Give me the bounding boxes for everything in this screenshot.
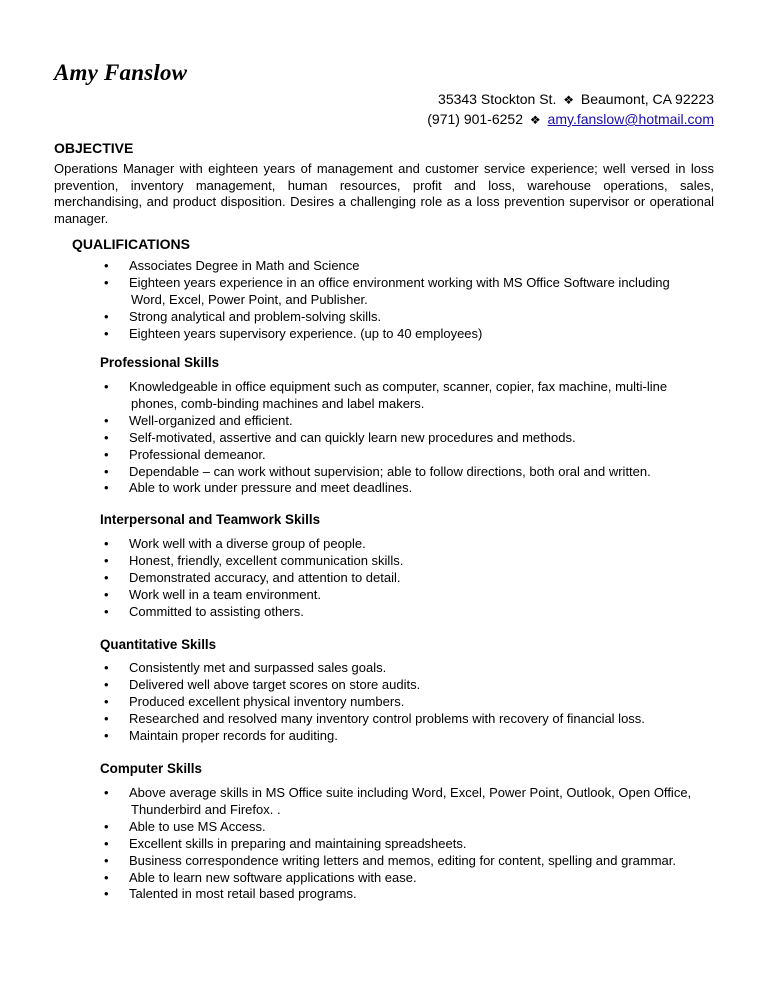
qualifications-heading: QUALIFICATIONS: [72, 236, 190, 252]
phone-email-line: [427, 110, 714, 130]
list-item: [100, 870, 720, 887]
list-item: [100, 413, 720, 430]
diamond-separator-icon: ❖: [529, 113, 541, 127]
list-item: [100, 258, 720, 275]
list-item-text: Able to learn new software applications with ease.: [129, 869, 417, 885]
list-item-text: Researched and resolved many inventory control problems with recovery of financial loss.: [129, 710, 645, 726]
list-item-text: Produced excellent physical inventory numbers.: [129, 693, 405, 709]
phone-number: (971) 901-6252: [427, 111, 523, 127]
bullet-icon: •: [104, 785, 109, 800]
list-item: [100, 836, 720, 853]
list-item: [100, 570, 720, 587]
bullet-icon: •: [104, 480, 109, 496]
list-item-text: Excellent skills in preparing and maintaining spreadsheets.: [129, 835, 467, 851]
list-item: [100, 536, 720, 553]
list-item: [100, 660, 720, 677]
bullet-icon: •: [104, 852, 109, 868]
list-item: [100, 819, 720, 836]
list-item: [100, 379, 720, 413]
bullet-icon: •: [104, 710, 109, 726]
bullet-icon: •: [104, 379, 109, 394]
bullet-icon: •: [104, 569, 109, 585]
list-item-text: Knowledgeable in office equipment such as computer, scanner, copier, fax machine, multi-line: [129, 379, 668, 394]
list-item-text: Above average skills in MS Office suite including Word, Excel, Power Point, Outlook, Open Office,: [129, 785, 692, 800]
bullet-icon: •: [104, 869, 109, 885]
list-item: [100, 587, 720, 604]
list-item-text: Professional demeanor.: [129, 446, 266, 462]
list-item: [100, 694, 720, 711]
bullet-icon: •: [104, 536, 109, 551]
bullet-icon: •: [104, 325, 109, 341]
list-item-text: Dependable – can work without supervision; able to follow directions, both oral and written.: [129, 463, 651, 479]
bullet-icon: •: [104, 463, 109, 479]
professional-skills-heading: Professional Skills: [100, 355, 220, 370]
objective-heading: OBJECTIVE: [54, 140, 134, 156]
address-line: [427, 90, 714, 110]
list-item: [100, 309, 720, 326]
contact-block: [427, 90, 714, 130]
email-link[interactable]: amy.fanslow@hotmail.com: [547, 111, 714, 127]
list-item-text: Demonstrated accuracy, and attention to detail.: [129, 569, 401, 585]
bullet-icon: •: [104, 552, 109, 568]
list-item-text: Well-organized and efficient.: [129, 412, 293, 428]
bullet-icon: •: [104, 258, 109, 273]
list-item-text: Committed to assisting others.: [129, 603, 304, 619]
bullet-icon: •: [104, 886, 109, 902]
list-item-text: Self-motivated, assertive and can quickly learn new procedures and methods.: [129, 429, 576, 445]
list-item: [100, 711, 720, 728]
quantitative-skills-list: [100, 660, 720, 745]
list-item-text: Honest, friendly, excellent communication skills.: [129, 552, 404, 568]
bullet-icon: •: [104, 676, 109, 692]
list-item: [100, 677, 720, 694]
list-item: [100, 464, 720, 481]
list-item: [100, 853, 720, 870]
bullet-icon: •: [104, 412, 109, 428]
city-state-zip: Beaumont, CA 92223: [580, 91, 714, 107]
interpersonal-skills-list: [100, 536, 720, 621]
list-item: [100, 785, 720, 819]
list-item: [100, 447, 720, 464]
list-item-text: Associates Degree in Math and Science: [129, 258, 360, 273]
computer-skills-heading: Computer Skills: [100, 761, 202, 776]
list-item: [100, 430, 720, 447]
list-item-text: Eighteen years supervisory experience. (up to 40 employees): [129, 325, 483, 341]
list-item: [100, 553, 720, 570]
list-item-text: Talented in most retail based programs.: [129, 886, 357, 902]
list-item-text: Able to use MS Access.: [129, 818, 266, 834]
list-item-text: Business correspondence writing letters and memos, editing for content, spelling and grammar.: [129, 852, 677, 868]
professional-skills-list: [100, 379, 720, 497]
bullet-icon: •: [104, 446, 109, 462]
quantitative-skills-heading: Quantitative Skills: [100, 637, 217, 652]
bullet-icon: •: [104, 586, 109, 602]
bullet-icon: •: [104, 660, 109, 675]
bullet-icon: •: [104, 818, 109, 834]
bullet-icon: •: [104, 429, 109, 445]
list-item-text: Able to work under pressure and meet deadlines.: [129, 480, 413, 496]
list-item-text: Work well with a diverse group of people.: [129, 536, 366, 551]
list-item-text: Maintain proper records for auditing.: [129, 727, 338, 743]
bullet-icon: •: [104, 274, 109, 290]
list-item: [100, 275, 720, 309]
list-item: [100, 886, 720, 903]
list-item-continuation: Thunderbird and Firefox. .: [131, 801, 281, 817]
street-address: 35343 Stockton St.: [438, 91, 557, 107]
list-item-continuation: Word, Excel, Power Point, and Publisher.: [131, 291, 368, 307]
bullet-icon: •: [104, 603, 109, 619]
qualifications-list: [100, 258, 720, 343]
list-item-text: Delivered well above target scores on store audits.: [129, 676, 421, 692]
diamond-separator-icon: ❖: [563, 93, 574, 107]
list-item-text: Eighteen years experience in an office environment working with MS Office Software including: [129, 274, 670, 290]
list-item-text: Strong analytical and problem-solving skills.: [129, 308, 382, 324]
bullet-icon: •: [104, 835, 109, 851]
bullet-icon: •: [104, 693, 109, 709]
list-item-text: Work well in a team environment.: [129, 586, 321, 602]
list-item-text: Consistently met and surpassed sales goals.: [129, 660, 387, 675]
list-item: [100, 728, 720, 745]
list-item: [100, 480, 720, 497]
list-item: [100, 326, 720, 343]
candidate-name: Amy Fanslow: [54, 60, 188, 85]
bullet-icon: •: [104, 308, 109, 324]
objective-text: Operations Manager with eighteen years of management and customer service experience; well versed in loss prevention, inventory management, human resources, profit and loss, warehouse operations, sales, merchandising, and product disposition. Desires a challenging role as a loss prevention supervisor or operational manager.: [54, 161, 714, 226]
computer-skills-list: [100, 785, 720, 903]
list-item: [100, 604, 720, 621]
bullet-icon: •: [104, 727, 109, 743]
list-item-continuation: phones, comb-binding machines and label makers.: [131, 395, 425, 411]
interpersonal-skills-heading: Interpersonal and Teamwork Skills: [100, 512, 321, 527]
